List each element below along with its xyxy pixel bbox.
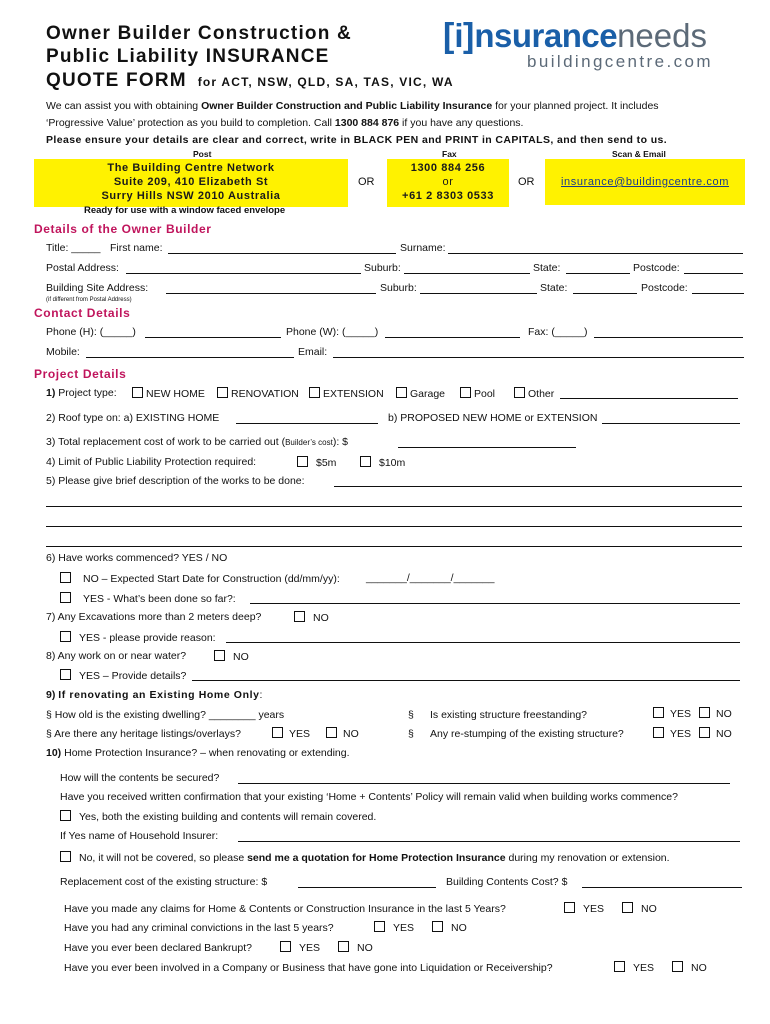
criminal-label: Have you had any criminal convictions in the last 5 years? — [64, 922, 334, 934]
states-label: for ACT, NSW, QLD, SA, TAS, VIC, WA — [197, 75, 454, 89]
q9-freestanding-label: Is existing structure freestanding? — [430, 709, 587, 721]
not-covered-option[interactable] — [60, 851, 670, 864]
checkbox-icon[interactable] — [672, 961, 683, 972]
q9-bullet-1: § — [408, 709, 414, 721]
q9-colon: : — [259, 689, 263, 701]
q6-no-label: NO – Expected Start Date for Construction (dd/mm/yy): — [83, 573, 340, 585]
q4-10m[interactable] — [360, 456, 405, 469]
site-postcode-label: Postcode: — [641, 282, 688, 294]
no-label: NO — [357, 942, 373, 954]
checkbox-icon[interactable] — [699, 727, 710, 738]
q4-label: 4) Limit of Public Liability Protection required: — [46, 456, 257, 468]
yes-label: YES — [393, 922, 415, 934]
checkbox-icon[interactable] — [360, 456, 371, 467]
intro-line1-a: We can assist you with obtaining — [46, 100, 202, 112]
checkbox-icon[interactable] — [309, 387, 320, 398]
checkbox-icon[interactable] — [280, 941, 291, 952]
email-link[interactable]: insurance@buildingcentre.com — [561, 176, 729, 188]
form-title-line3 — [46, 70, 454, 92]
intro-line1-b: Owner Builder Construction and Public Liability Insurance — [201, 100, 493, 112]
q1-opt-new-home: NEW HOME — [146, 388, 205, 400]
fax-box — [387, 159, 509, 207]
q1-new-home[interactable] — [132, 387, 205, 400]
q9-age-label[interactable]: § How old is the existing dwelling? ________ years — [46, 709, 285, 721]
contact-heading: Contact Details — [34, 306, 131, 320]
checkbox-icon[interactable] — [564, 902, 575, 913]
no-label: NO — [343, 728, 359, 740]
email-field[interactable] — [333, 357, 744, 358]
or-separator-1: OR — [358, 176, 375, 188]
postal-state-label: State: — [533, 262, 561, 274]
contents-secured-label: How will the contents be secured? — [60, 772, 220, 784]
q5-label: 5) Please give brief description of the works to be done: — [46, 475, 305, 487]
bankrupt-label: Have you ever been declared Bankrupt? — [64, 942, 252, 954]
q8-details-field[interactable] — [192, 680, 740, 681]
site-suburb-field[interactable] — [420, 293, 537, 294]
q7-no-label: NO — [313, 612, 329, 624]
q6-no-option[interactable] — [60, 572, 340, 585]
q1-garage[interactable] — [396, 387, 445, 400]
checkbox-icon[interactable] — [374, 921, 385, 932]
checkbox-icon[interactable] — [699, 707, 710, 718]
checkbox-icon[interactable] — [326, 727, 337, 738]
q3-label — [46, 436, 348, 448]
q1-renovation[interactable] — [217, 387, 299, 400]
claims-label: Have you made any claims for Home & Contents or Construction Insurance in the last 5 Years? — [64, 903, 506, 915]
intro-line1-c: for your planned project. It includes — [492, 100, 659, 112]
bankrupt-yes[interactable] — [280, 941, 320, 954]
owner-heading: Details of the Owner Builder — [34, 222, 212, 236]
q8-yes-option[interactable] — [60, 669, 186, 682]
q10-number: 10) — [46, 747, 62, 759]
replacement-cost-field[interactable] — [298, 887, 436, 888]
q1-pool[interactable] — [460, 387, 495, 400]
q1-label: Project type: — [58, 387, 117, 399]
q1-number: 1) — [46, 387, 56, 399]
intro-line1 — [46, 100, 659, 112]
claims-yes[interactable] — [564, 902, 604, 915]
covered-label: Yes, both the existing building and contents will remain covered. — [79, 811, 377, 823]
checkbox-icon[interactable] — [432, 921, 443, 932]
first-name-label: First name: — [110, 242, 163, 254]
checkbox-icon[interactable] — [297, 456, 308, 467]
intro-line2 — [46, 117, 523, 129]
intro-line2-c: if you have any questions. — [399, 117, 524, 129]
mobile-label: Mobile: — [46, 346, 80, 358]
q1-opt-pool: Pool — [474, 388, 496, 400]
covered-option[interactable] — [60, 810, 376, 823]
liquidation-no[interactable] — [672, 961, 707, 974]
checkbox-icon[interactable] — [514, 387, 525, 398]
q1-opt-other: Other — [528, 388, 555, 400]
q3-text-b: Builder’s cost — [285, 438, 333, 447]
checkbox-icon[interactable] — [214, 650, 225, 661]
q2-existing-field[interactable] — [236, 423, 378, 424]
q1-other[interactable] — [514, 387, 554, 400]
yes-label: YES — [583, 903, 605, 915]
q1-opt-garage: Garage — [410, 388, 446, 400]
checkbox-icon[interactable] — [653, 707, 664, 718]
q4-5m[interactable] — [297, 456, 336, 469]
q3-text-a: 3) Total replacement cost of work to be carried out ( — [46, 436, 286, 448]
site-address-field[interactable] — [166, 293, 376, 294]
q6-progress-field[interactable] — [250, 603, 740, 604]
q10-label — [46, 747, 350, 759]
contents-secured-field[interactable] — [238, 783, 730, 784]
q9-freestanding-no[interactable] — [699, 707, 732, 720]
q7-reason-field[interactable] — [226, 642, 740, 643]
criminal-no[interactable] — [432, 921, 467, 934]
q9-freestanding-yes[interactable] — [653, 707, 691, 720]
logo-insurance: nsurance — [474, 17, 618, 54]
insurer-label: If Yes name of Household Insurer: — [60, 830, 219, 842]
site-postcode-field[interactable] — [692, 293, 744, 294]
yes-label: YES — [670, 728, 692, 740]
logo-bracket-left: [ — [443, 17, 455, 55]
checkbox-icon[interactable] — [60, 631, 71, 642]
liquidation-yes[interactable] — [614, 961, 654, 974]
mobile-field[interactable] — [86, 357, 294, 358]
q2-label: 2) Roof type on: a) EXISTING HOME — [46, 412, 220, 424]
phone-home-label: Phone (H): (_____) — [46, 326, 136, 338]
q3-text-c: ): $ — [332, 436, 348, 448]
postal-address-field[interactable] — [126, 273, 361, 274]
q8-label: 8) Any work on or near water? — [46, 650, 187, 662]
checkbox-icon[interactable] — [396, 387, 407, 398]
written-confirmation-label: Have you received written confirmation that your existing ‘Home + Contents’ Policy will remain valid when building works commence? — [60, 791, 678, 803]
yes-label: YES — [289, 728, 311, 740]
post-line1: The Building Centre Network — [107, 162, 275, 174]
postal-address-label: Postal Address: — [46, 262, 119, 274]
q2b-label: b) PROPOSED NEW HOME or EXTENSION — [388, 412, 598, 424]
logo-subtitle: buildingcentre.com — [527, 52, 713, 71]
q7-label: 7) Any Excavations more than 2 meters deep? — [46, 611, 262, 623]
phone-home-field[interactable] — [145, 337, 281, 338]
site-suburb-label: Suburb: — [380, 282, 417, 294]
title-field[interactable]: Title: _____ — [46, 242, 101, 254]
post-line2: Suite 209, 410 Elizabeth St — [113, 176, 269, 188]
or-separator-2: OR — [518, 176, 535, 188]
post-label: Post — [193, 149, 212, 159]
checkbox-icon[interactable] — [132, 387, 143, 398]
checkbox-icon[interactable] — [60, 810, 71, 821]
logo-bracket-right: ] — [463, 17, 475, 55]
q1-row — [46, 387, 117, 399]
q6-label: 6) Have works commenced? YES / NO — [46, 552, 228, 564]
q1-opt-renovation: RENOVATION — [231, 388, 299, 400]
q9-heritage-label: § Are there any heritage listings/overlays? — [46, 728, 241, 740]
site-address-note: (if different from Postal Address) — [46, 297, 132, 303]
q1-opt-extension: EXTENSION — [323, 388, 384, 400]
no-label: NO — [451, 922, 467, 934]
phone-work-label: Phone (W): (_____) — [286, 326, 379, 338]
q1-extension[interactable] — [309, 387, 384, 400]
postal-suburb-label: Suburb: — [364, 262, 401, 274]
intro-instructions: Please ensure your details are clear and correct, write in BLACK PEN and PRINT in CAPITALS, and then send to us. — [46, 134, 668, 146]
not-covered-text-a: No, it will not be covered, so please — [79, 852, 248, 864]
q4-5m-label: $5m — [316, 457, 337, 469]
liquidation-label: Have you ever been involved in a Company or Business that have gone into Liquidation or Receivership? — [64, 962, 553, 974]
checkbox-icon[interactable] — [272, 727, 283, 738]
q8-no-label: NO — [233, 651, 249, 663]
post-address-box — [34, 159, 348, 207]
not-covered-text-b: send me a quotation for Home Protection Insurance — [247, 852, 506, 864]
logo-needs: needs — [617, 17, 707, 54]
fax-line2: or — [442, 176, 454, 188]
q5-desc-field-1[interactable] — [334, 486, 742, 487]
site-state-label: State: — [540, 282, 568, 294]
envelope-note: Ready for use with a window faced envelope — [84, 205, 286, 216]
fax-line1: 1300 884 256 — [410, 162, 486, 174]
q1-other-field[interactable] — [560, 398, 738, 399]
q9-text: If renovating an Existing Home Only — [58, 689, 260, 701]
no-label: NO — [641, 903, 657, 915]
fax-label: Fax — [442, 149, 457, 159]
checkbox-icon[interactable] — [622, 902, 633, 913]
checkbox-icon[interactable] — [60, 592, 71, 603]
checkbox-icon[interactable] — [614, 961, 625, 972]
q7-yes-label: YES - please provide reason: — [79, 632, 216, 644]
q3-cost-field[interactable] — [398, 447, 576, 448]
scan-email-label: Scan & Email — [612, 149, 666, 159]
checkbox-icon[interactable] — [60, 851, 71, 862]
contents-cost-field[interactable] — [582, 887, 742, 888]
q9-heritage-yes[interactable] — [272, 727, 310, 740]
q6-yes-option[interactable] — [60, 592, 236, 605]
surname-label: Surname: — [400, 242, 446, 254]
q9-bullet-2: § — [408, 728, 414, 740]
site-state-field[interactable] — [573, 293, 637, 294]
contents-cost-label: Building Contents Cost? $ — [446, 876, 568, 888]
criminal-yes[interactable] — [374, 921, 414, 934]
form-title-line1: Owner Builder Construction & — [46, 23, 352, 44]
yes-label: YES — [633, 962, 655, 974]
postal-postcode-label: Postcode: — [633, 262, 680, 274]
checkbox-icon[interactable] — [653, 727, 664, 738]
checkbox-icon[interactable] — [338, 941, 349, 952]
bankrupt-no[interactable] — [338, 941, 373, 954]
q2-proposed-field[interactable] — [602, 423, 740, 424]
email-label: Email: — [298, 346, 328, 358]
q8-no-option[interactable] — [214, 650, 249, 663]
intro-line2-a: ‘Progressive Value’ protection as you build to completion. Call — [46, 117, 335, 129]
q9-restumping-label: Any re-stumping of the existing structure? — [430, 728, 624, 740]
postal-state-field[interactable] — [566, 273, 630, 274]
yes-label: YES — [299, 942, 321, 954]
q9-heritage-no[interactable] — [326, 727, 359, 740]
quote-form-label: QUOTE FORM — [46, 70, 187, 91]
first-name-field[interactable] — [168, 253, 396, 254]
no-label: NO — [716, 708, 732, 720]
post-line3: Surry Hills NSW 2010 Australia — [101, 190, 281, 202]
phone-work-field[interactable] — [385, 337, 520, 338]
postal-postcode-field[interactable] — [684, 273, 743, 274]
email-box — [545, 159, 745, 205]
replacement-cost-label: Replacement cost of the existing structure: $ — [60, 876, 268, 888]
fax-field-label: Fax: (_____) — [528, 326, 588, 338]
no-label: NO — [716, 728, 732, 740]
checkbox-icon[interactable] — [294, 611, 305, 622]
insurer-field[interactable] — [238, 841, 740, 842]
q7-no-option[interactable] — [294, 611, 329, 624]
q6-start-date-field[interactable]: _______/_______/_______ — [366, 572, 495, 584]
fax-field[interactable] — [594, 337, 743, 338]
yes-label: YES — [670, 708, 692, 720]
phone-number: 1300 884 876 — [334, 117, 400, 129]
site-address-label: Building Site Address: — [46, 282, 149, 294]
claims-no[interactable] — [622, 902, 657, 915]
checkbox-icon[interactable] — [60, 669, 71, 680]
q5-desc-field-3[interactable] — [46, 526, 742, 527]
checkbox-icon[interactable] — [460, 387, 471, 398]
project-heading: Project Details — [34, 367, 127, 381]
checkbox-icon[interactable] — [217, 387, 228, 398]
q5-desc-field-4[interactable] — [46, 546, 742, 547]
q7-yes-option[interactable] — [60, 631, 216, 644]
checkbox-icon[interactable] — [60, 572, 71, 583]
q8-yes-label: YES – Provide details? — [79, 670, 187, 682]
postal-suburb-field[interactable] — [404, 273, 530, 274]
form-title-line2: Public Liability INSURANCE — [46, 46, 330, 67]
fax-line3: +61 2 8303 0533 — [402, 190, 494, 202]
q9-restumping-no[interactable] — [699, 727, 732, 740]
q10-text: Home Protection Insurance? – when renovating or extending. — [64, 747, 350, 759]
logo-i: i — [454, 17, 463, 54]
q9-label — [46, 689, 262, 701]
surname-field[interactable] — [448, 253, 743, 254]
q5-desc-field-2[interactable] — [46, 506, 742, 507]
q6-yes-label: YES - What’s been done so far?: — [83, 593, 236, 605]
not-covered-text-c: during my renovation or extension. — [505, 852, 670, 864]
q9-restumping-yes[interactable] — [653, 727, 691, 740]
q9-number: 9) — [46, 689, 56, 701]
no-label: NO — [691, 962, 707, 974]
q4-10m-label: $10m — [379, 457, 406, 469]
